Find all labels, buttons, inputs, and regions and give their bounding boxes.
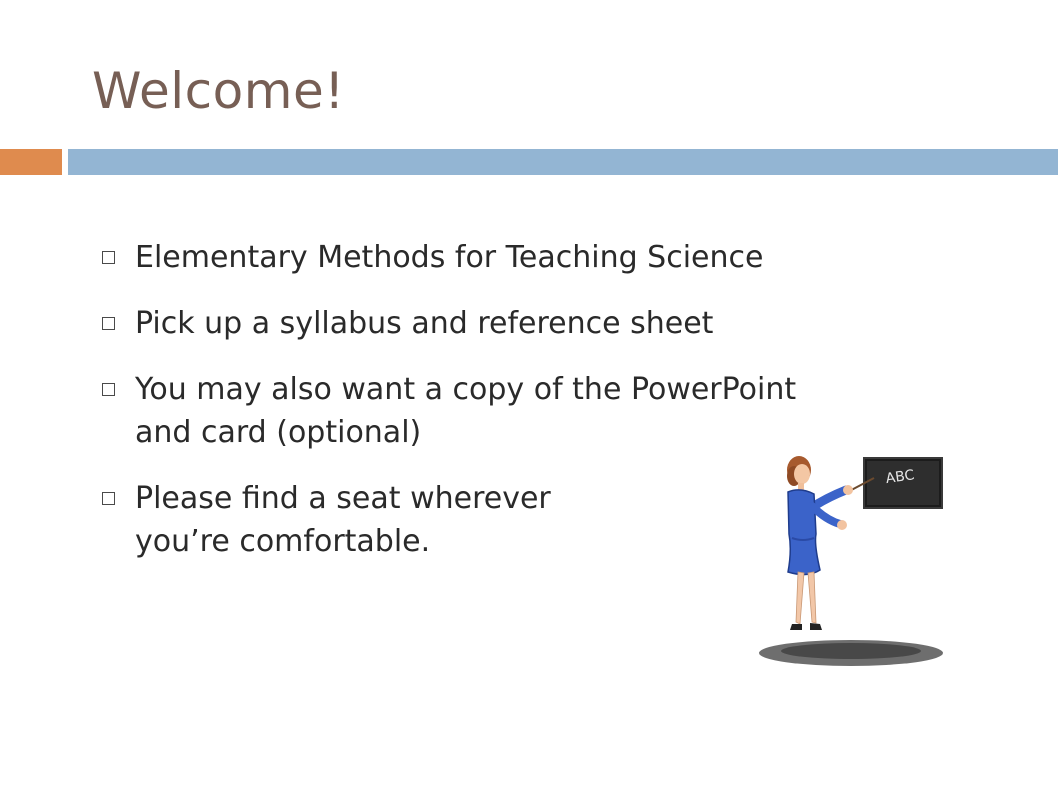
bullet-text: Pick up a syllabus and reference sheet [135,306,714,341]
bullet-item [100,368,920,454]
slide-title: Welcome! [92,62,345,120]
bullet-text: Please find a seat wherever you’re comfortable. [135,481,551,559]
accent-bar-orange [0,149,62,175]
square-bullet-icon [102,251,115,264]
bullet-text: You may also want a copy of the PowerPoint and card (optional) [135,372,797,450]
chalkboard [864,458,942,508]
bullet-item [100,302,920,345]
accent-bar-blue [68,149,1058,175]
square-bullet-icon [102,383,115,396]
square-bullet-icon [102,492,115,505]
square-bullet-icon [102,317,115,330]
chalkboard-text: ABC [884,467,916,488]
bullet-item [100,236,920,279]
teacher-pointing-at-chalkboard-icon [756,452,946,670]
bullet-text: Elementary Methods for Teaching Science [135,240,764,275]
